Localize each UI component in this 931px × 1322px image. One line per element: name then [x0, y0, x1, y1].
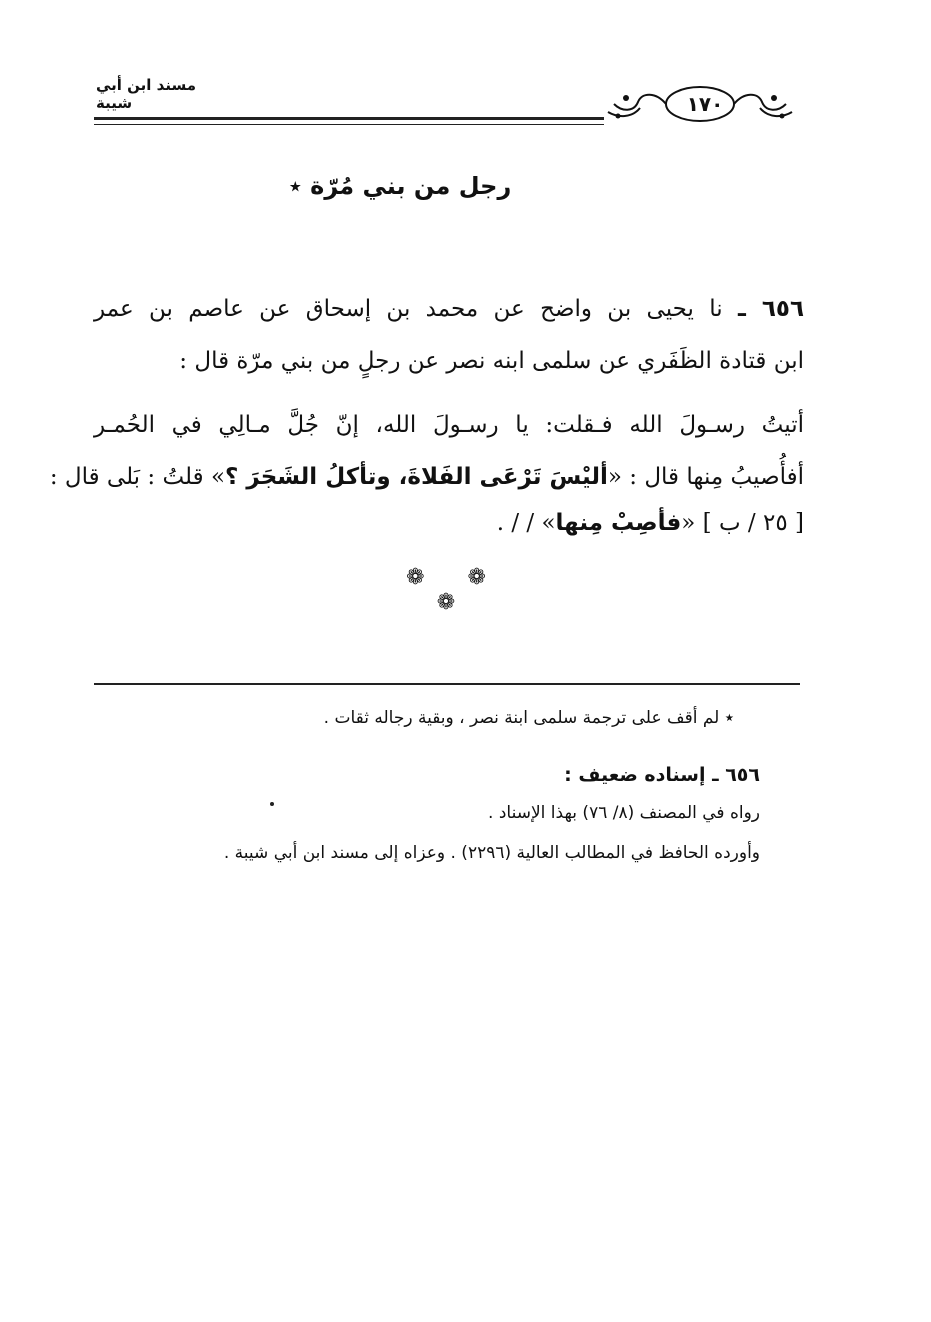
hadith-quote-2: فأصِبْ مِنها: [555, 510, 682, 536]
section-separator: ❁ ❁ ❁: [406, 565, 504, 615]
chapter-heading: رجل من بني مُرّة ٭: [288, 172, 512, 200]
hadith-line-4: [49, 464, 804, 490]
footnote-source-2: وأورده الحافظ في المطالب العالية (٢٢٩٦) . وعزاه إلى مسند ابن أبي شيبة .: [223, 843, 760, 863]
header-rule-thin: [94, 124, 604, 125]
footnote-narrator: ٭ لم أقف على ترجمة سلمى ابنة نصر ، وبقية رجاله ثقات .: [323, 708, 734, 728]
hadith-quote-open: «: [681, 510, 696, 536]
hadith-text-post: » قلتُ : بَلى قال :: [49, 464, 226, 490]
folio-marker: [ ٢٥ / ب ]: [702, 510, 804, 536]
hadith-number: ٦٥٦ ـ: [738, 296, 805, 322]
footnote-source-1: رواه في المصنف (٨/ ٧٦) بهذا الإسناد .: [488, 803, 760, 823]
hadith-line-1: [94, 296, 804, 322]
footnote-rule: [94, 683, 800, 685]
footnote-grade: ٦٥٦ ـ إسناده ضعيف :: [564, 764, 760, 786]
header-rule: [94, 117, 604, 120]
page-number: ١٧٠: [686, 92, 724, 116]
hadith-line-2: ابن قتادة الظَفَري عن سلمى ابنه نصر عن رجلٍ من بني مرّة قال :: [179, 348, 804, 374]
hadith-text-pre: أفأُصيبُ مِنها قال : «: [607, 464, 804, 490]
hadith-line-5: [94, 510, 804, 536]
hadith-isnad-1: نا يحيى بن واضح عن محمد بن إسحاق عن عاصم بن عمر: [94, 296, 723, 322]
hadith-quote-1: أليْسَ تَرْعَى الفَلاةَ، وتأكلُ الشَجَرَ ؟: [225, 464, 608, 490]
hadith-quote-close: » / / .: [496, 510, 556, 536]
running-header-title: مسند ابن أبي شيبة: [96, 76, 197, 112]
hadith-line-3: أتيتُ رسـولَ الله فـقلت: يا رسـولَ الله، إنّ جُلَّ مـالِي في الحُمـر: [94, 412, 804, 438]
